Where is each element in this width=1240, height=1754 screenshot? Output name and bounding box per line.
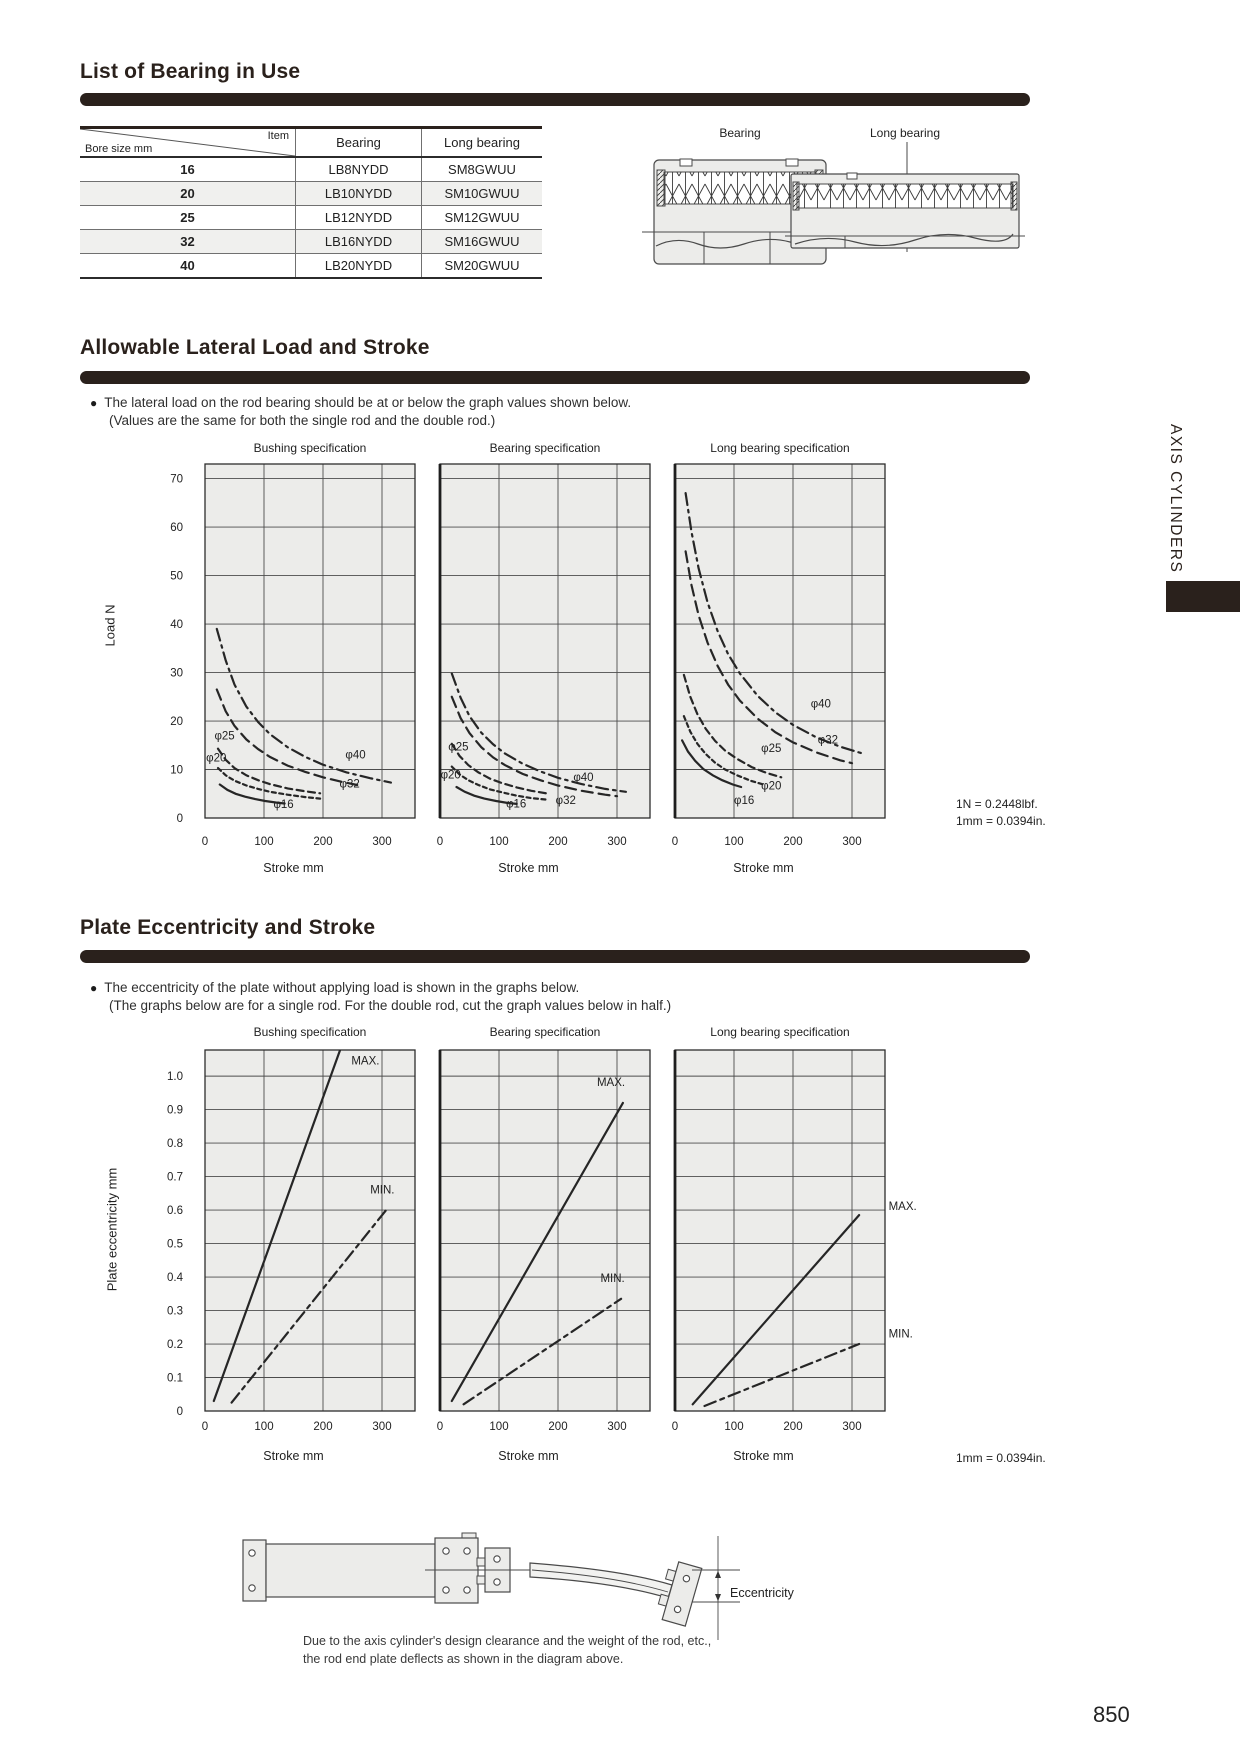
- svg-text:0.3: 0.3: [167, 1305, 183, 1318]
- svg-text:φ25: φ25: [214, 730, 235, 743]
- svg-text:70: 70: [170, 473, 183, 486]
- bearing-cell: LB10NYDD: [296, 182, 422, 206]
- svg-text:100: 100: [489, 836, 509, 848]
- unit-note-eccentricity: 1mm = 0.0394in.: [956, 1451, 1046, 1465]
- column-header-bearing: Bearing: [296, 128, 422, 158]
- section-rule-lateral-load: [80, 371, 1030, 384]
- svg-text:200: 200: [783, 1421, 803, 1433]
- svg-text:MAX.: MAX.: [596, 1077, 626, 1090]
- svg-text:Bearing specification: Bearing specification: [489, 441, 601, 455]
- long-bearing-cell: SM8GWUU: [422, 157, 543, 182]
- table-row: [80, 230, 542, 254]
- long-bearing-cross-section: [785, 140, 1025, 256]
- svg-text:φ25: φ25: [448, 741, 469, 754]
- svg-text:φ16: φ16: [734, 794, 755, 807]
- svg-text:φ20: φ20: [440, 769, 461, 782]
- svg-text:Bushing specification: Bushing specification: [253, 1025, 367, 1039]
- svg-text:100: 100: [254, 836, 274, 848]
- bore-cell: 32: [80, 230, 296, 254]
- svg-text:φ20: φ20: [761, 780, 782, 793]
- svg-text:0: 0: [176, 813, 183, 825]
- svg-text:200: 200: [313, 836, 333, 848]
- svg-text:300: 300: [372, 836, 392, 848]
- corner-item-label: Item: [267, 130, 289, 142]
- long-bearing-diagram-label: Long bearing: [869, 126, 941, 140]
- svg-text:300: 300: [607, 1421, 627, 1433]
- eccentricity-note-text: The eccentricity of the plate without applying load is shown in the graphs below.: [104, 980, 580, 995]
- bearing-diagram-label: Bearing: [719, 126, 761, 140]
- svg-text:0: 0: [436, 1421, 444, 1433]
- section-rule-bearing-list: [80, 93, 1030, 106]
- svg-text:φ32: φ32: [555, 794, 576, 807]
- svg-text:0.2: 0.2: [167, 1339, 183, 1352]
- svg-text:0: 0: [201, 1421, 209, 1433]
- bearing-cell: LB16NYDD: [296, 230, 422, 254]
- bore-cell: 16: [80, 157, 296, 182]
- table-header-row: [80, 128, 542, 158]
- diagram-caption: [303, 1632, 711, 1668]
- svg-text:100: 100: [254, 1421, 274, 1433]
- lateral-load-note-text: The lateral load on the rod bearing should be at or below the graph values shown below.: [104, 395, 632, 410]
- load-stroke-charts: [80, 430, 1040, 885]
- svg-text:φ16: φ16: [273, 798, 294, 811]
- svg-text:0.4: 0.4: [167, 1272, 183, 1285]
- bearing-cell: LB20NYDD: [296, 254, 422, 279]
- svg-text:Stroke mm: Stroke mm: [733, 861, 794, 875]
- svg-text:Long bearing specification: Long bearing specification: [710, 441, 850, 455]
- svg-text:200: 200: [548, 1421, 568, 1433]
- svg-text:0: 0: [671, 1421, 679, 1433]
- eccentricity-dimension-label: Eccentricity: [730, 1586, 794, 1600]
- svg-text:Long bearing specification: Long bearing specification: [710, 1025, 850, 1039]
- svg-text:0.9: 0.9: [167, 1104, 183, 1117]
- svg-text:300: 300: [607, 836, 627, 848]
- svg-text:300: 300: [372, 1421, 392, 1433]
- svg-text:φ32: φ32: [817, 734, 839, 747]
- sidebar-tab: [1166, 581, 1240, 612]
- bearing-cell: LB12NYDD: [296, 206, 422, 230]
- svg-text:0.7: 0.7: [167, 1171, 183, 1184]
- unit-note-load: [956, 796, 1046, 830]
- svg-text:0.6: 0.6: [167, 1205, 183, 1218]
- table-row: [80, 254, 542, 279]
- svg-text:Stroke mm: Stroke mm: [733, 1449, 794, 1463]
- long-bearing-cell: SM20GWUU: [422, 254, 543, 279]
- bore-cell: 40: [80, 254, 296, 279]
- table-corner-cell: [80, 128, 296, 158]
- svg-text:200: 200: [548, 836, 568, 848]
- unit-note-load-line2: 1mm = 0.0394in.: [956, 814, 1046, 828]
- lateral-load-subnote: (Values are the same for both the single rod and the double rod.): [109, 413, 496, 428]
- svg-text:MIN.: MIN.: [600, 1273, 625, 1286]
- svg-text:Stroke mm: Stroke mm: [263, 861, 324, 875]
- long-bearing-cell: SM16GWUU: [422, 230, 543, 254]
- load-axis-title: Load N: [102, 604, 118, 647]
- svg-text:300: 300: [842, 836, 862, 848]
- svg-text:30: 30: [170, 667, 183, 680]
- section-rule-eccentricity: [80, 950, 1030, 963]
- svg-text:Stroke mm: Stroke mm: [498, 1449, 559, 1463]
- bore-cell: 20: [80, 182, 296, 206]
- svg-text:0.8: 0.8: [167, 1138, 183, 1151]
- eccentricity-note: [90, 980, 990, 997]
- svg-text:φ25: φ25: [761, 743, 782, 756]
- svg-text:50: 50: [170, 570, 183, 583]
- eccentricity-charts: [80, 1020, 1040, 1475]
- svg-text:1.0: 1.0: [167, 1071, 183, 1084]
- eccentricity-subnote: (The graphs below are for a single rod. For the double rod, cut the graph values below in half.): [109, 998, 672, 1013]
- table-row: [80, 157, 542, 182]
- unit-note-load-line1: 1N = 0.2448lbf.: [956, 797, 1038, 811]
- diagram-caption-line1: Due to the axis cylinder's design clearance and the weight of the rod, etc.,: [303, 1634, 712, 1648]
- svg-text:20: 20: [170, 716, 183, 729]
- svg-text:MIN.: MIN.: [888, 1328, 913, 1341]
- sidebar-section-label: AXIS CYLINDERS: [1167, 424, 1184, 574]
- svg-text:10: 10: [170, 764, 183, 777]
- bore-cell: 25: [80, 206, 296, 230]
- svg-text:200: 200: [783, 836, 803, 848]
- svg-text:φ40: φ40: [573, 772, 594, 785]
- svg-text:0: 0: [671, 836, 679, 848]
- svg-text:200: 200: [313, 1421, 333, 1433]
- svg-text:100: 100: [724, 836, 744, 848]
- column-header-long-bearing: Long bearing: [422, 128, 543, 158]
- svg-text:MAX.: MAX.: [351, 1055, 380, 1068]
- svg-text:φ40: φ40: [345, 749, 366, 762]
- bullet-icon: ●: [90, 981, 98, 995]
- svg-text:φ40: φ40: [810, 698, 831, 711]
- svg-text:φ20: φ20: [206, 752, 227, 765]
- table-row: [80, 206, 542, 230]
- lateral-load-note: [90, 395, 970, 412]
- diagram-caption-line2: the rod end plate deflects as shown in the diagram above.: [303, 1652, 624, 1666]
- bullet-icon: ●: [90, 396, 98, 410]
- section-title-eccentricity: Plate Eccentricity and Stroke: [80, 916, 376, 939]
- section-title-bearing-list: List of Bearing in Use: [80, 60, 301, 83]
- svg-text:0: 0: [436, 836, 444, 848]
- eccentricity-axis-title: Plate eccentricity mm: [104, 1167, 120, 1292]
- bearing-table: [80, 126, 542, 279]
- svg-text:φ16: φ16: [506, 798, 527, 811]
- svg-text:MIN.: MIN.: [370, 1184, 395, 1197]
- table-row: [80, 182, 542, 206]
- long-bearing-cell: SM12GWUU: [422, 206, 543, 230]
- section-title-lateral-load: Allowable Lateral Load and Stroke: [80, 336, 430, 359]
- svg-text:Bearing specification: Bearing specification: [489, 1025, 601, 1039]
- svg-text:Stroke mm: Stroke mm: [498, 861, 559, 875]
- bearing-table-head: [80, 128, 542, 158]
- svg-text:Stroke mm: Stroke mm: [263, 1449, 324, 1463]
- svg-text:Bushing specification: Bushing specification: [253, 441, 367, 455]
- corner-bore-label: Bore size mm: [85, 143, 153, 155]
- bearing-table-body: [80, 157, 542, 278]
- svg-text:φ32: φ32: [339, 778, 360, 791]
- svg-text:100: 100: [489, 1421, 509, 1433]
- svg-text:300: 300: [842, 1421, 862, 1433]
- svg-text:0: 0: [176, 1406, 183, 1418]
- svg-text:60: 60: [170, 522, 183, 535]
- svg-text:0.5: 0.5: [167, 1238, 183, 1251]
- bearing-cell: LB8NYDD: [296, 157, 422, 182]
- long-bearing-cell: SM10GWUU: [422, 182, 543, 206]
- svg-text:0.1: 0.1: [167, 1372, 183, 1385]
- page-number: 850: [1093, 1702, 1130, 1727]
- svg-text:40: 40: [170, 619, 183, 632]
- svg-text:MAX.: MAX.: [888, 1201, 917, 1214]
- svg-text:100: 100: [724, 1421, 744, 1433]
- svg-text:0: 0: [201, 836, 209, 848]
